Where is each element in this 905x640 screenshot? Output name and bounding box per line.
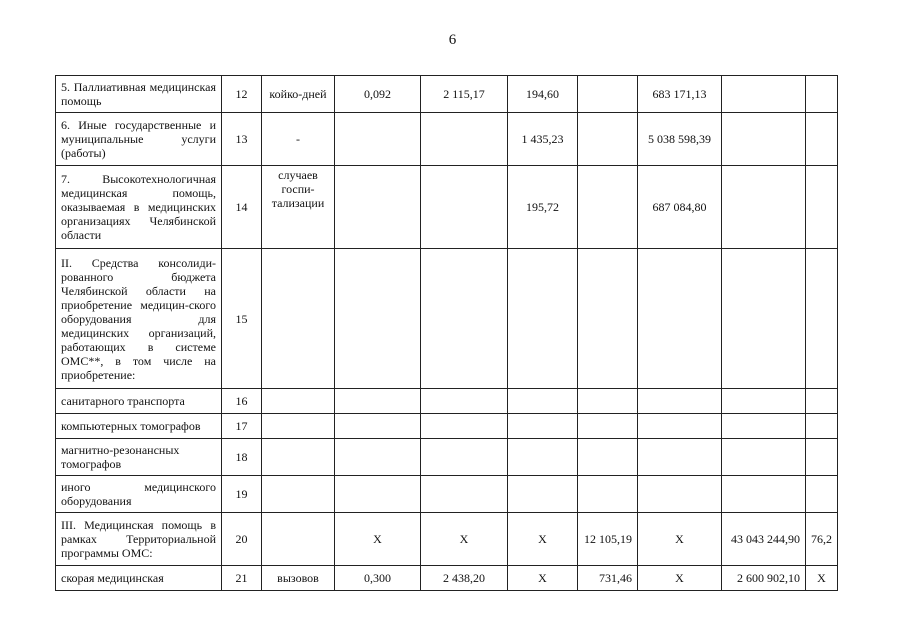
row-percent: X [806, 566, 838, 591]
row-total-oms [722, 439, 806, 476]
row-line-number: 12 [222, 76, 262, 113]
table-row [56, 76, 838, 113]
row-unit-cost [421, 476, 508, 513]
row-per-capita-oms [578, 76, 638, 113]
row-per-capita-oms [578, 389, 638, 414]
row-per-capita-budget: 194,60 [508, 76, 578, 113]
row-total-oms [722, 476, 806, 513]
row-per-capita-budget: 1 435,23 [508, 113, 578, 166]
row-line-number: 18 [222, 439, 262, 476]
row-name: санитарного транспорта [56, 389, 222, 414]
row-unit [262, 513, 335, 566]
row-name: 7. Высокотехнологичная медицинская помощь, оказываемая в медицинских организациях Челябинской области [56, 166, 222, 249]
row-unit [262, 439, 335, 476]
row-unit [262, 166, 335, 249]
row-volume-per-capita [335, 249, 421, 389]
row-unit-cost: X [421, 513, 508, 566]
row-percent [806, 76, 838, 113]
row-unit-line: госпи- [281, 182, 315, 196]
row-line-number: 17 [222, 414, 262, 439]
row-total-budget: 683 171,13 [638, 76, 722, 113]
row-volume-per-capita [335, 389, 421, 414]
row-unit-cost: 2 115,17 [421, 76, 508, 113]
row-volume-per-capita: X [335, 513, 421, 566]
row-line-number: 15 [222, 249, 262, 389]
row-name: 5. Паллиативная медицинская помощь [56, 76, 222, 113]
row-per-capita-oms: 731,46 [578, 566, 638, 591]
row-per-capita-oms: 12 105,19 [578, 513, 638, 566]
row-total-budget: X [638, 566, 722, 591]
row-per-capita-budget [508, 414, 578, 439]
row-total-oms [722, 249, 806, 389]
row-unit-cost [421, 166, 508, 249]
row-name: 6. Иные государственные и муниципальные услуги (работы) [56, 113, 222, 166]
row-volume-per-capita [335, 476, 421, 513]
row-total-oms [722, 76, 806, 113]
row-volume-per-capita: 0,300 [335, 566, 421, 591]
row-volume-per-capita: 0,092 [335, 76, 421, 113]
row-name: скорая медицинская [56, 566, 222, 591]
table-row [56, 476, 838, 513]
row-total-oms [722, 166, 806, 249]
row-total-budget: X [638, 513, 722, 566]
row-unit: вызовов [262, 566, 335, 591]
row-percent [806, 389, 838, 414]
row-name: иного медицинского оборудования [56, 476, 222, 513]
row-per-capita-oms [578, 166, 638, 249]
row-per-capita-budget [508, 476, 578, 513]
row-per-capita-oms [578, 414, 638, 439]
row-name: II. Средства консолиди-рованного бюджета Челябинской области на приобретение медицин-ского оборудования для медицинских организаций, работающих в системе ОМС**, в том числе на приобретение: [56, 249, 222, 389]
row-line-number: 21 [222, 566, 262, 591]
table-row [56, 513, 838, 566]
row-total-budget [638, 414, 722, 439]
row-volume-per-capita [335, 439, 421, 476]
row-line-number: 16 [222, 389, 262, 414]
row-unit-line: тализации [271, 196, 325, 210]
row-total-budget [638, 439, 722, 476]
row-unit-cost [421, 439, 508, 476]
row-percent [806, 249, 838, 389]
table-row [56, 566, 838, 591]
table-row [56, 166, 838, 249]
row-per-capita-oms [578, 439, 638, 476]
row-line-number: 19 [222, 476, 262, 513]
row-name: магнитно-резонансных томографов [56, 439, 222, 476]
row-name: компьютерных томографов [56, 414, 222, 439]
row-per-capita-budget [508, 439, 578, 476]
table-row [56, 249, 838, 389]
row-volume-per-capita [335, 414, 421, 439]
row-unit: койко-дней [262, 76, 335, 113]
row-per-capita-budget [508, 389, 578, 414]
table-row [56, 113, 838, 166]
row-line-number: 20 [222, 513, 262, 566]
page-number: 6 [448, 32, 457, 48]
row-volume-per-capita [335, 166, 421, 249]
row-total-oms [722, 389, 806, 414]
row-name: III. Медицинская помощь в рамках Территориальной программы ОМС: [56, 513, 222, 566]
row-line-number: 13 [222, 113, 262, 166]
row-total-budget [638, 476, 722, 513]
row-unit [262, 414, 335, 439]
table-row [56, 389, 838, 414]
row-percent [806, 476, 838, 513]
row-unit-cost [421, 249, 508, 389]
row-percent [806, 113, 838, 166]
row-unit [262, 249, 335, 389]
row-total-budget [638, 389, 722, 414]
row-total-budget [638, 249, 722, 389]
row-percent [806, 414, 838, 439]
table-row [56, 414, 838, 439]
row-total-budget: 5 038 598,39 [638, 113, 722, 166]
row-percent [806, 439, 838, 476]
financing-table [55, 75, 838, 591]
row-total-oms [722, 113, 806, 166]
row-unit [262, 476, 335, 513]
row-unit: - [262, 113, 335, 166]
row-per-capita-budget: X [508, 566, 578, 591]
row-percent [806, 166, 838, 249]
row-total-oms [722, 414, 806, 439]
row-total-oms: 2 600 902,10 [722, 566, 806, 591]
row-unit [262, 389, 335, 414]
row-percent: 76,2 [806, 513, 838, 566]
row-per-capita-budget: X [508, 513, 578, 566]
row-unit-cost: 2 438,20 [421, 566, 508, 591]
row-total-budget: 687 084,80 [638, 166, 722, 249]
row-volume-per-capita [335, 113, 421, 166]
row-per-capita-budget: 195,72 [508, 166, 578, 249]
row-line-number: 14 [222, 166, 262, 249]
row-per-capita-oms [578, 476, 638, 513]
row-unit-cost [421, 113, 508, 166]
row-per-capita-budget [508, 249, 578, 389]
row-unit-line: случаев [278, 168, 318, 182]
row-total-oms: 43 043 244,90 [722, 513, 806, 566]
row-per-capita-oms [578, 249, 638, 389]
row-per-capita-oms [578, 113, 638, 166]
row-unit-cost [421, 389, 508, 414]
table-row [56, 439, 838, 476]
row-unit-cost [421, 414, 508, 439]
